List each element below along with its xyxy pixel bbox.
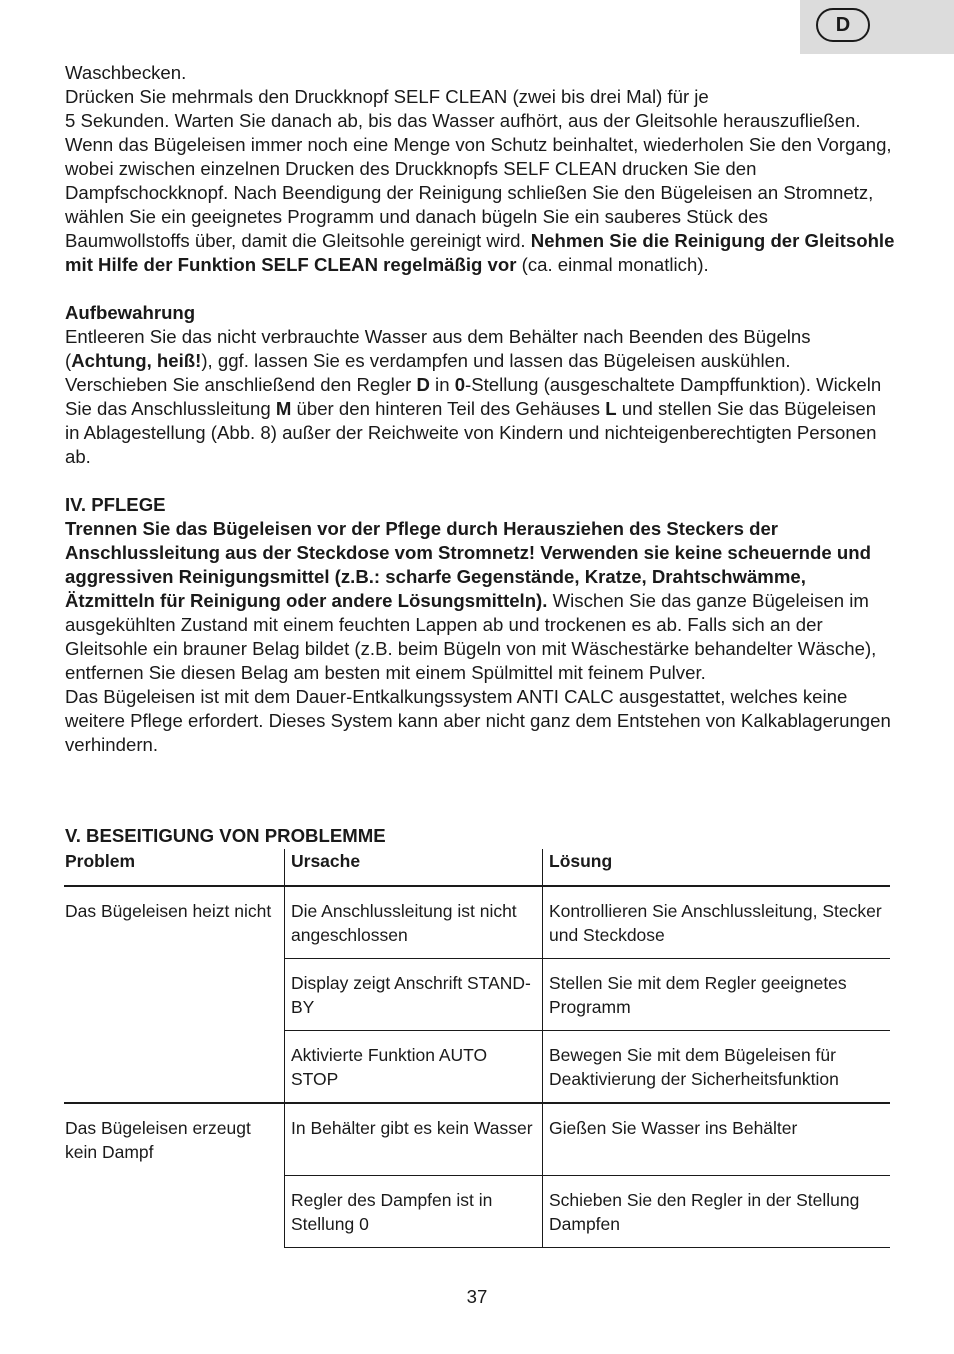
table-header	[64, 849, 890, 887]
table-row	[284, 1176, 890, 1248]
language-badge: D	[816, 8, 870, 42]
text-line: in	[429, 374, 455, 395]
bold-text: Trennen Sie das Bügeleisen vor der Pflege durch Herausziehen des Steckers der Anschlussleitung aus der Steckdose vom Stromnetz! Verwenden sie keine scheuernde und aggressiven Reinigungsmittel (z.B.: scharfe Gegenstände, Kratze, Drahtschwämme, Ätzmitteln für Reinigung oder andere Lösungsmitteln).	[65, 518, 871, 611]
cause-cell: Display zeigt Anschrift STAND-BY	[284, 959, 542, 1030]
table-row	[284, 887, 890, 959]
storage-section	[65, 301, 895, 469]
table-row	[284, 1031, 890, 1102]
text-line: ), ggf. lassen Sie es verdampfen und lassen das Bügeleisen auskühlen. Verschieben Sie anschließend den Regler	[65, 350, 791, 395]
table-row	[284, 959, 890, 1031]
paragraph-continued	[65, 61, 895, 277]
bold-text: L	[605, 398, 617, 419]
solution-cell: Gießen Sie Wasser ins Behälter	[542, 1104, 890, 1175]
troubleshooting-table	[64, 849, 890, 1248]
solution-cell: Stellen Sie mit dem Regler geeignetes Programm	[542, 959, 890, 1030]
text-line: Wischen Sie das ganze Bügeleisen im ausgekühlten Zustand mit einem feuchten Lappen ab und trockenen es ab. Falls sich an der Gleitsohle ein brauner Belag bildet (z.B. beim Bügeln von mit Wäschestärke behandelter Wäsche), entfernen Sie diesen Belag am besten mit einem Spülmittel mit feinem Pulver.	[65, 590, 877, 683]
text-line: Waschbecken.	[65, 62, 187, 83]
column-header-solution: Lösung	[542, 849, 890, 885]
cause-cell: Aktivierte Funktion AUTO STOP	[284, 1031, 542, 1102]
bold-text: Nehmen Sie die Reinigung der Gleitsohle mit Hilfe der Funktion SELF CLEAN regelmäßig vor	[65, 230, 895, 275]
column-header-problem: Problem	[65, 851, 136, 871]
care-section	[65, 493, 895, 757]
text-line: Entleeren Sie das nicht verbrauchte Wasser aus dem Behälter nach Beenden des Bügelns (	[65, 326, 811, 371]
column-header-cause: Ursache	[284, 849, 542, 885]
problem-cell: Das Bügeleisen erzeugt kein Dampf	[65, 1118, 251, 1162]
cause-cell: Die Anschlussleitung ist nicht angeschlossen	[284, 887, 542, 958]
table-row	[284, 1104, 890, 1176]
text-line: Das Bügeleisen ist mit dem Dauer-Entkalkungssystem ANTI CALC ausgestattet, welches keine weitere Pflege erfordert. Dieses System kann aber nicht ganz dem Entstehen von Kalkablagerungen verhindern.	[65, 686, 891, 755]
care-heading: IV. PFLEGE	[65, 494, 166, 515]
solution-cell: Kontrollieren Sie Anschlussleitung, Stecker und Steckdose	[542, 887, 890, 958]
text-line: Drücken Sie mehrmals den Druckknopf SELF CLEAN (zwei bis drei Mal) für je	[65, 86, 709, 107]
text-line: und stellen Sie das Bügeleisen in Ablagestellung (Abb. 8) außer der Reichweite von Kindern und nichteigenberechtigten Personen ab.	[65, 398, 877, 467]
storage-heading: Aufbewahrung	[65, 302, 196, 323]
text-line: -Stellung (ausgeschaltete Dampffunktion). Wickeln Sie das Anschlussleitung	[65, 374, 882, 419]
bold-text: M	[275, 398, 292, 419]
problem-group	[64, 887, 890, 1104]
page-number: 37	[466, 1286, 488, 1307]
text-line: über den hinteren Teil des Gehäuses	[291, 398, 606, 419]
solution-cell: Schieben Sie den Regler in der Stellung Dampfen	[542, 1176, 890, 1247]
bold-text: Achtung, heiß!	[71, 350, 202, 371]
language-tab	[800, 0, 954, 54]
body-text	[65, 61, 895, 757]
bold-text: D	[416, 374, 430, 395]
bold-text: 0	[454, 374, 466, 395]
problem-cell: Das Bügeleisen heizt nicht	[65, 901, 272, 921]
text-line: (ca. einmal monatlich).	[516, 254, 709, 275]
solution-cell: Bewegen Sie mit dem Bügeleisen für Deaktivierung der Sicherheitsfunktion	[542, 1031, 890, 1102]
cause-cell: Regler des Dampfen ist in Stellung 0	[284, 1176, 542, 1247]
cause-cell: In Behälter gibt es kein Wasser	[284, 1104, 542, 1175]
problem-group	[64, 1104, 890, 1248]
text-line: 5 Sekunden. Warten Sie danach ab, bis das Wasser aufhört, aus der Gleitsohle herauszufließen. Wenn das Bügeleisen immer noch eine Menge von Schutz beinhaltet, wiederholen Sie den Vorgang, wobei zwischen einzelnen Drucken des Druckknopfs SELF CLEAN drucken Sie den Dampfschockknopf. Nach Beendigung der Reinigung schließen Sie den Bügeleisen an Stromnetz, wählen Sie ein geeignetes Programm und danach bügeln Sie ein sauberes Stück des Baumwollstoffs über, damit die Gleitsohle gereinigt wird.	[65, 110, 892, 251]
troubleshooting-heading: V. BESEITIGUNG VON PROBLEMME	[65, 825, 386, 846]
